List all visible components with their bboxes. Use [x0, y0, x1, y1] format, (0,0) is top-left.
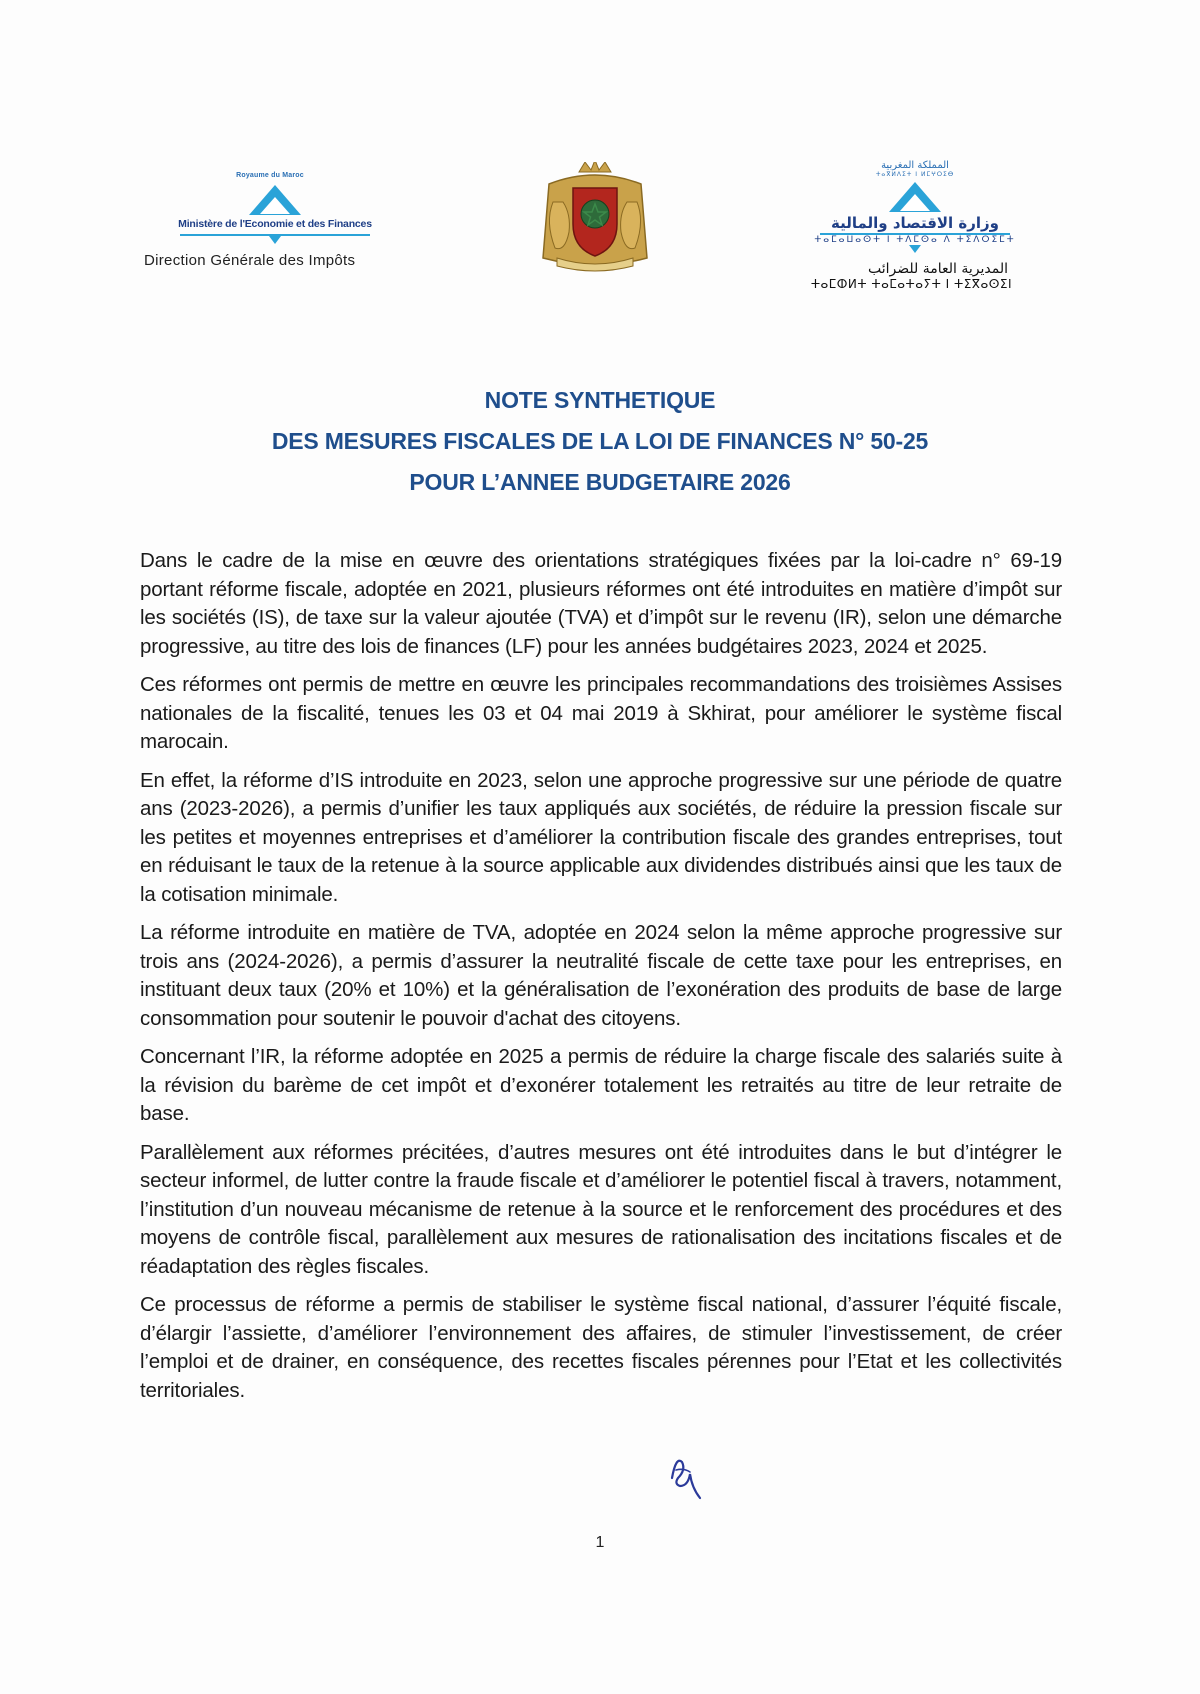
body-paragraph: Ces réformes ont permis de mettre en œuvre les principales recommandations des troisièmes Assises nationales de la fiscalité, tenues les 03 et 04 mai 2019 à Skhirat, pour améliorer le système fiscal marocain.: [140, 673, 1062, 753]
kingdom-tifinagh-label: ⵜⴰⴳⵍⴷⵉⵜ ⵏ ⵍⵎⵖⵔⵉⴱ: [875, 171, 955, 178]
coat-of-arms-icon: [535, 162, 655, 274]
body-paragraph: Concernant l’IR, la réforme adoptée en 2025 a permis de réduire la charge fiscale des salariés suite à la révision du barème de cet impôt et d’exonérer totalement les retraités au titre de leur retraite de base.: [140, 1045, 1062, 1125]
ministry-label: Ministère de l'Economie et des Finances: [178, 218, 372, 230]
logo-arrow-icon: [909, 245, 921, 253]
initials-signature-icon: [666, 1448, 704, 1500]
kingdom-label: Royaume du Maroc: [236, 172, 304, 179]
document-body: [140, 547, 1062, 1415]
body-paragraph: La réforme introduite en matière de TVA, adoptée en 2024 selon la même approche progressive sur trois ans (2024-2026), a permis d’assurer la neutralité fiscale de cette taxe pour les entreprises, en instituant deux taux (20% et 10%) et la généralisation de l’exonération des produits de base de large consommation pour soutenir le pouvoir d'achat des citoyens.: [140, 921, 1062, 1030]
page-number: 1: [595, 1534, 605, 1551]
title-line-3: POUR L’ANNEE BUDGETAIRE 2026: [409, 469, 791, 495]
body-paragraph: Parallèlement aux réformes précitées, d’autres mesures ont été introduites dans le but d’intégrer le secteur informel, de lutter contre la fraude fiscale et d’améliorer le potentiel fiscal à travers, notamment, l’institution d’un nouveau mécanisme de retenue à la source et le renforcement des procédures et des moyens de contrôle fiscal, parallèlement aux mesures de rationalisation des incitations fiscales et de réadaptation des règles fiscales.: [140, 1140, 1062, 1278]
directorate-arabic-label: المديرية العامة للضرائب: [868, 261, 1008, 277]
ministry-arabic-label: وزارة الاقتصاد والمالية: [830, 214, 1000, 232]
dgi-logo-arabic: [810, 160, 1020, 291]
kingdom-arabic-label: المملكة المغربية: [881, 160, 949, 171]
body-paragraph: En effet, la réforme d’IS introduite en 2023, selon une approche progressive sur une période de quatre ans (2023-2026), a permis d’unifier les taux appliqués aux sociétés, de réduire la pression fiscale sur les petites et moyennes entreprises et d’améliorer la contribution fiscale des grandes entreprises, tout en réduisant le taux de la retenue à la source applicable aux dividendes distribués ainsi que les taux de la cotisation minimale.: [140, 768, 1062, 906]
body-paragraph: Dans le cadre de la mise en œuvre des orientations stratégiques fixées par la loi-cadre n° 69-19 portant réforme fiscale, adoptée en 2021, plusieurs réformes ont été introduites en matière d’impôt sur les sociétés (IS), de taxe sur la valeur ajoutée (TVA) et d’impôt sur le revenu (IR), selon une démarche progressive, au titre des lois de finances (LF) pour les années budgétaires 2023, 2024 et 2025.: [140, 549, 1062, 658]
directorate-tifinagh-label: ⵜⴰⵎⵀⵍⵜ ⵜⴰⵎⴰⵜⴰⵢⵜ ⵏ ⵜⵉⴳⴰⵙⵉⵏ: [810, 277, 1012, 291]
dgi-logo-french: [140, 172, 410, 269]
title-line-1: NOTE SYNTHETIQUE: [484, 387, 716, 413]
body-paragraph: Ce processus de réforme a permis de stabiliser le système fiscal national, d’assurer l’équité fiscale, d’élargir l’assiette, d’améliorer l’environnement des affaires, de stimuler l’investissement, de créer l’emploi et de drainer, en conséquence, des recettes fiscales pérennes pour l’Etat et les collectivités territoriales.: [140, 1293, 1062, 1402]
logo-triangle-icon: [889, 182, 941, 212]
directorate-label: Direction Générale des Impôts: [144, 252, 356, 269]
logo-arrow-icon: [269, 236, 281, 244]
logo-triangle-icon: [249, 185, 301, 215]
ministry-tifinagh-label: ⵜⴰⵎⴰⵡⴰⵙⵜ ⵏ ⵜⴷⵎⵙⴰ ⴷ ⵜⵉⴷⵔⵉⵎⵜ: [814, 235, 1016, 245]
title-line-2: DES MESURES FISCALES DE LA LOI DE FINANCES N° 50-25: [271, 428, 929, 454]
document-title: [100, 380, 1100, 503]
